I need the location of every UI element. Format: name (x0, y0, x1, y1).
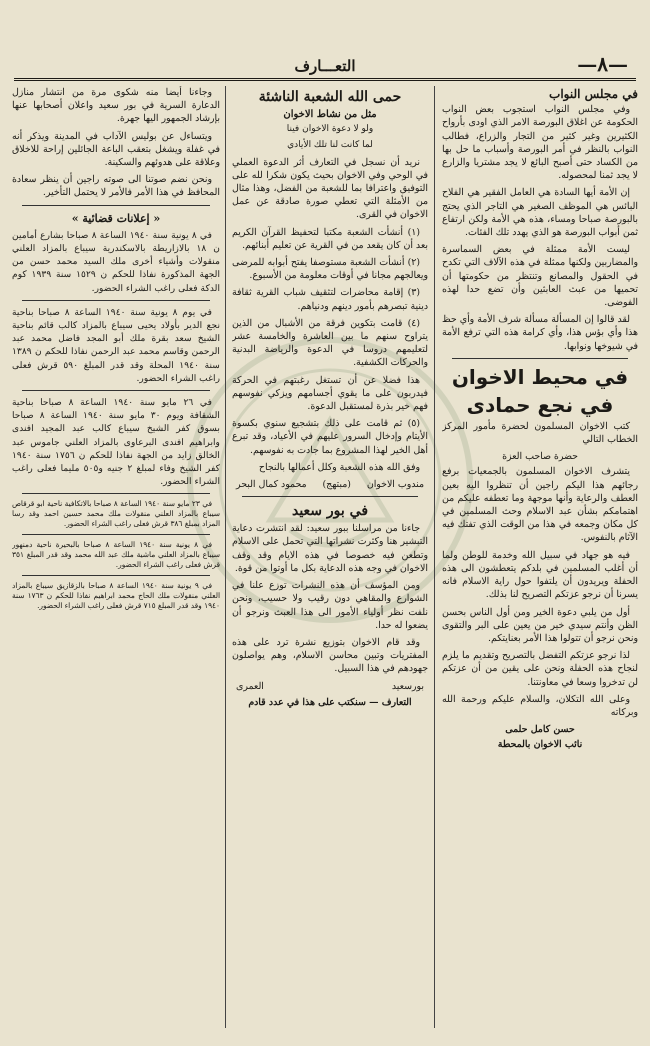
column-middle (232, 86, 428, 1028)
article-paragraph: لذا نرجو عزتكم التفضل بالتصريح وتقديم ما يلزم لنجاح هذه الحفلة ونحن على يقين من أن عزتكم لن تدخروا وسعا في معاونتنا. (442, 650, 638, 688)
article-paragraph: أول من يلبي دعوة الخير ومن أول الناس بحسن الظن وأنتم سيدي خير من يعين على البر والتقوى ونحن نرجو أن تتولوا هذا الأمر بعنايتكم. (442, 606, 638, 644)
article-closing: وعلى الله التكلان، والسلام عليكم ورحمة الله وبركاته (442, 693, 638, 718)
correspondent-city: بورسعيد (391, 680, 424, 692)
column-divider (225, 86, 226, 1028)
article-paragraph: ليست الأمة ممثلة في بعض السماسرة والمضاربين ولكنها ممثلة في هذه الآلاف التي تكدح في الحقول والمصانع وتنتظر من حكومتها أن تحميها من عبث العابثين وأن تضع حدا لهذه الفوضى. (442, 244, 638, 309)
page-header (14, 52, 636, 81)
article-subtitle: مثل من نشاط الاخوان (283, 109, 377, 120)
signature-name: محمود كمال البحر (236, 479, 307, 491)
signature-note: (مبتهج) (322, 479, 351, 491)
signature-title: نائب الاخوان بالمحطة (497, 739, 583, 751)
ad-separator (22, 575, 210, 576)
article-paragraph: فيه هو جهاد في سبيل الله وخدمة للوطن ولما أن أغلب المسلمين في بلدكم يتعطشون الى هذه الحفلة ويريدون أن يلتفوا حول راية الاسلام فانه يسرنا أن نرجو عزتكم التصريح لنا بذلك. (442, 549, 638, 601)
correspondent-name: العمرى (236, 680, 264, 692)
article-closing: وفق الله هذه الشعبة وكلل أعمالها بالنجاح (258, 461, 420, 473)
legal-ad: في ٢٦ مايو سنة ١٩٤٠ الساعة ٨ صباحا بناحية الشقافة ويوم ٣٠ مايو سنة ١٩٤٠ الساعة ٨ صباحا بسوق كفر الشيخ سيباع كالب عبد المجيد افندى وابراهيم افندى البرعاوى بالمزاد العلني جاموس عبد الخالق زايد من الجهة نفاذا للحكم ن ١٧٥٦ سنة ١٩٤٠ كفر الشيخ وفاء لمبلغ ٢ جنيه و٥٠٥ مليما فعلى راغب الشراء الحضور. (12, 397, 220, 488)
article-verse-line: لما كانت لنا تلك الأيادي (287, 140, 373, 151)
legal-ad-small: في ٢٣ مايو سنة ١٩٤٠ الساعة ٨ صباحا بالاتكافية ناحية ابو قرقاص سيباع بالمزاد العلني منقولات ملك محمد حسين احمد وقد رسا المزاد بمبلغ ٣٨٦ قرش فعلى راغب الشراء الحضور. (12, 499, 220, 529)
section-separator (22, 205, 210, 206)
article-paragraph: ويتساءل عن بوليس الآداب في المدينة ويذكر أنه في غفلة ويشغل بتعقب الباعة الجائلين إراحة للاخلاق وعلاقة على هدوئهم والسكينة. (12, 130, 220, 169)
article-paragraph: وفي مجلس النواب استجوب بعض النواب الحكومة عن اغلاق البورصة الامر الذي اودى بأرواح الكثيرين وغير كثير من التجار والزراع، فطالب النواب بالنظر في أمر البورصة وأسباب ما حل بها من الكساد حتى أصبح البائع لا يجد مشتريا والزارع لا يجد ثمنا لمحصوله. (442, 104, 638, 182)
signature-row (236, 478, 424, 491)
ad-separator (22, 493, 210, 494)
section-heading-naga-hammadi: في نجع حمادى (466, 392, 614, 417)
article-paragraph: ومن المؤسف أن هذه النشرات توزع علنا في الشوارع والمقاهي دون رقيب ولا حسيب، ونحن نلفت نظر أولياء الأمور الى هذا العبث ونرجو أن يضعوا له حدا. (232, 580, 428, 631)
column-divider (434, 86, 435, 1028)
legal-ad: في يوم ٨ يونية سنة ١٩٤٠ الساعة ٨ صباحا بناحية نجع الدير بأولاد يحيى سيباع بالمزاد كالب قائم بناحية الشيخ سعد بقرة ملك أبو المجد فاضل محمد عبد الرحمن وقاسم محمد عبد الرحمن نفاذا للحكم ن ١٣٨٩ سنة ١٩٤٠ المحلة وقد قدر المبلغ ٥٩٠ قرش فعلى راغب الشراء الحضور. (12, 306, 220, 384)
article-paragraph: جاءنا من مراسلنا ببور سعيد: لقد انتشرت دعاية التبشير هنا وكثرت نشراتها التي تحمل على الاسلام وتطعن فيه خصوصا في هذه الايام وقد وقف الاخوان في وجه هذه الدعاية بكل ما أوتوا من قوة. (232, 523, 428, 574)
article-heading-parliament: في مجلس النواب (549, 87, 638, 101)
signature-row (236, 680, 424, 693)
legal-ad: في ٨ يونية سنة ١٩٤٠ الساعة ٨ صباحا بشارع أمامين ن ١٨ بالازاريطة بالاسكندرية سيباع بالمزاد العلني منقولات وأشياء أخرى ملك السيد محمد حسن من الجهة المذكورة نفاذا للحكم ن ١٥٢٩ سنة ١٩٣٩ كوم الدكة فعلى راغب الشراء الحضور. (12, 229, 220, 294)
section-heading-ikhwan: في محيط الاخوان (451, 364, 629, 389)
column-right (442, 86, 638, 1028)
article-paragraph: وقد قام الاخوان بتوزيع نشرة ترد على هذه المفتريات وتبين محاسن الاسلام، وهم يواصلون جهودهم في هذا السبيل. (232, 636, 428, 675)
signature-name: حسن كامل حلمى (505, 724, 575, 736)
article-paragraph: (٥) ثم قامت على ذلك بتشجيع سنوي بكسوة الأيتام وإدخال السرور عليهم في الأعياد، وقد تبرع أهل الخير لهذا المشروع بما جادت به نفوسهم. (232, 418, 428, 456)
article-paragraph: ونحن نضم صوتنا الى صوته راجين أن ينظر سعادة المحافظ في هذا الأمر فالأمر لا يحتمل التأخير. (12, 174, 220, 199)
article-paragraph: (٤) قامت بتكوين فرقة من الأشبال من الذين يتراوح سنهم ما بين العاشرة والخامسة عشر لتعليمهم دروسا في الدعوة والرياضة البدنية والحركات الكشفية. (232, 317, 428, 369)
article-paragraph: (٢) أنشأت الشعبة مستوصفا يفتح أبوابه للمرضى ويعالجهم مجانا في أوقات معلومة من الأسبوع. (232, 257, 428, 282)
ad-separator (22, 390, 210, 391)
article-intro: كتب الاخوان المسلمون لحضرة مأمور المركز الخطاب التالي (442, 420, 638, 446)
legal-ad-small: في ٩ يونية سنة ١٩٤٠ الساعة ٨ صباحا بالزقازيق سيباع بالمزاد العلني منقولات ملك الحاج محمد ابراهيم نفاذا للحكم ن ١٧٦٣ سنة ١٩٤٠ وقد قدر المبلغ ٧١٥ قرش فعلى راغب الشراء الحضور. (12, 581, 220, 611)
section-separator (242, 496, 418, 497)
newspaper-name: التعـــارف (294, 57, 356, 75)
salutation: حضرة صاحب العزة (502, 451, 578, 463)
article-paragraph: وجاءنا أيضا منه شكوى مرة من انتشار منازل الدعارة السرية في بور سعيد واعلان أصحابها عنها بإرشاد الجمهور اليها جهرة. (12, 87, 220, 125)
article-paragraph: نريد أن نسجل في التعارف أثر الدعوة العملي في الوحي وفي الاخوان بحيث يكون شكرا لله على التوفيق واعترافا بما للشعبة من الفضل، وهذا مثال من الأمثلة التي تعطي صورة صادقة عن عمل الاخوان في القرى. (232, 156, 428, 221)
legal-ad-small: في ٨ يونية سنة ١٩٤٠ الساعة ٨ صباحا بالبحيرة ناحية دمنهور سيباع بالمزاد العلني ماشية ملك عبد الله محمد وقد قدر المبلغ ٣٥١ قرش فعلى راغب الشراء الحضور. (12, 540, 220, 570)
article-paragraph: (٣) إقامة محاضرات لتثقيف شباب القرية ثقافة دينية تبصرهم بأمور دينهم ودنياهم. (232, 287, 428, 312)
article-heading-port-said: في بور سعيد (291, 503, 369, 520)
article-paragraph: يتشرف الاخوان المسلمون بالجمعيات برفع رجائهم هذا اليكم راجين أن تنظروا اليه بعين العطف والرعاية وأنها موجهة وما تعطفه عليكم من اهتمامكم بشأن عبد الاسلام وحث المسلمين في كل مكان وجمعه في هذا من الوقت الذي تفتك فيه الآثام بالنفوس. (442, 466, 638, 544)
ad-separator (22, 300, 210, 301)
article-paragraph: هذا فضلا عن أن تستغل رغبتهم في الحركة فيدربون على ما يقوي أجسامهم ويزكي نفوسهم فهم خير بذرة لمستقبل الدعوة. (232, 374, 428, 413)
article-paragraph: لقد قالوا إن المسألة مسألة شرف الأمة وأي حظ هذا وأي بؤس هذا، وأي كرامة هذه التي ترفع الأمة في شيوخها ونوابها. (442, 314, 638, 352)
column-left (12, 86, 220, 1028)
signature-role: مندوب الاخوان (366, 479, 424, 491)
page-number: —٨— (577, 52, 628, 76)
section-separator (452, 358, 628, 359)
article-paragraph: إن الأمة أيها السادة هي العامل الفقير هي الفلاح البائس هي الموظف الصغير هي التاجر الذي يحتج بالبورصة صباحا ومساء، هذه هي الأمة ولكن ارتفاع ثمن أبواب البورصة هو الذي يهدد تلك الفئات. (442, 187, 638, 239)
ads-section-title: « إعلانات قضائية » (71, 211, 161, 225)
article-title: حمى الله الشعبة الناشئة (258, 89, 402, 105)
article-paragraph: (١) أنشأت الشعبة مكتبا لتحفيظ القرآن الكريم بعد أن كان يقعد من في القرية عن تعليم أبنائهم. (232, 226, 428, 251)
editor-note: التعارف — سنكتب على هذا في عدد قادم (248, 696, 412, 708)
ad-separator (22, 534, 210, 535)
article-verse-line: ولو لا دعوة الاخوان فينا (286, 124, 374, 135)
